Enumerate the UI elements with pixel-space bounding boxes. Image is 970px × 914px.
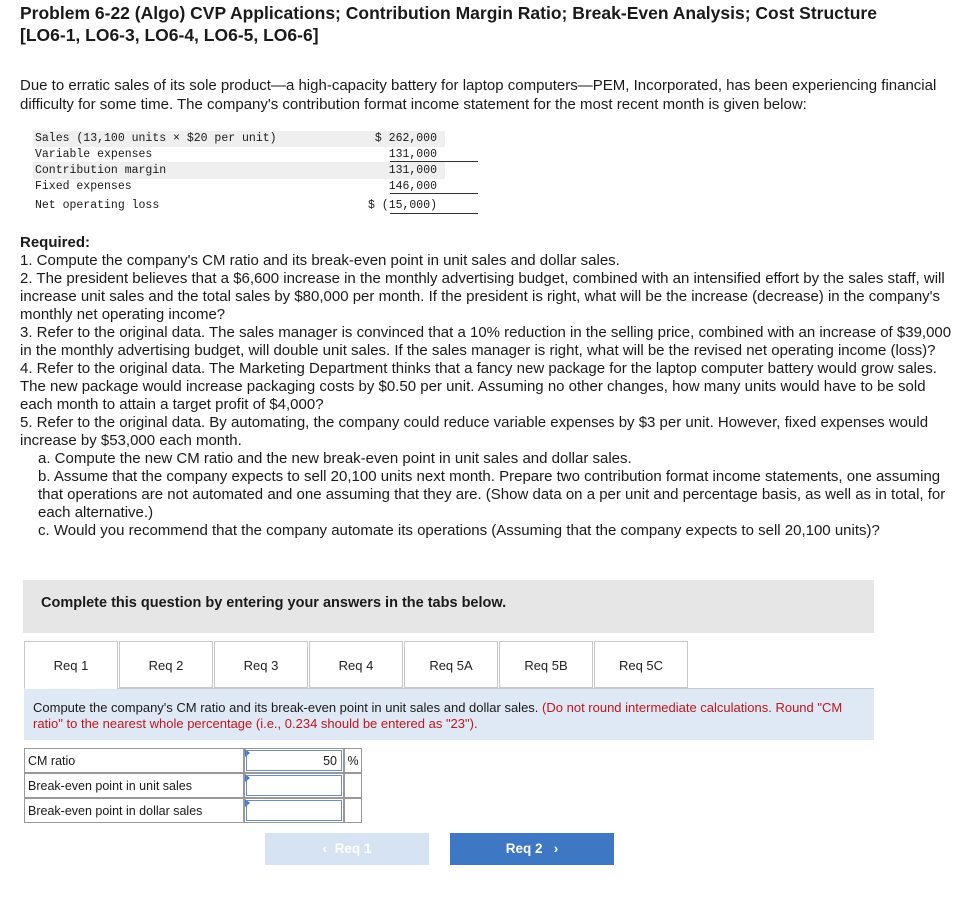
problem-intro: Due to erratic sales of its sole product—a high-capacity battery for laptop computers—PEM, Incorporated, has been experiencing financial difficulty for some time. The company's contribution format income statement for the most recent month is given below: [20,77,937,113]
income-statement [33,131,445,214]
instructions-band [23,580,874,633]
chevron-left-icon: ‹ [322,841,328,856]
tab-req-2[interactable]: Req 2 [119,641,213,688]
statement-amount: $ (15,000) [367,199,437,212]
required-subitem-b: b. Assume that the company expects to sell 20,100 units next month. Prepare two contribution format income statements, one assuming that operations are not automated and one assuming that they are. (Show data on a per unit and percentage basis, as well as in total, for each alternative.) [38,468,946,521]
previous-req-button[interactable] [265,833,429,865]
tab-req-1[interactable]: Req 1 [24,641,118,689]
tab-req-3[interactable]: Req 3 [214,641,308,688]
break-even-dollars-unit [344,798,362,823]
cm-ratio-input-cell [244,748,344,773]
statement-label: Net operating loss [35,199,160,212]
next-req-label: Req 2 [505,841,543,856]
break-even-dollars-input[interactable] [246,800,342,821]
statement-amount: 131,000 [388,147,437,161]
required-heading: Required: [20,234,91,251]
tab-req-4[interactable]: Req 4 [309,641,403,688]
chevron-right-icon: › [553,841,559,856]
statement-amount: $ 262,000 [374,132,437,145]
break-even-units-label: Break-even point in unit sales [24,773,244,798]
subtotal-rule [390,161,478,162]
previous-req-label: Req 1 [334,841,372,856]
statement-amount: 146,000 [388,179,437,193]
statement-label: Contribution margin [35,164,167,177]
required-subitem-a: a. Compute the new CM ratio and the new break-even point in unit sales and dollar sales. [38,450,632,467]
required-item-3: 3. Refer to the original data. The sales manager is convinced that a 10% reduction in the selling price, combined with an increase of $39,000 in the monthly advertising budget, will double unit sales. If the sales manager is right, what will be the revised net operating income (loss)? [20,324,952,359]
requirement-instruction [24,689,874,740]
next-req-button[interactable] [450,833,614,865]
break-even-units-input[interactable] [246,775,342,796]
break-even-dollars-input-cell [244,798,344,823]
break-even-units-input-cell [244,773,344,798]
tab-req-5b[interactable]: Req 5B [499,641,593,688]
tab-req-5a[interactable]: Req 5A [404,641,498,688]
subtotal-rule [390,193,478,194]
cm-ratio-input[interactable]: 50 [246,750,342,771]
statement-label: Variable expenses [35,147,153,161]
statement-amount: 131,000 [388,164,437,177]
title-line-2: [LO6-1, LO6-3, LO6-4, LO6-5, LO6-6] [20,25,319,45]
statement-row-variable [33,147,445,163]
required-item-5: 5. Refer to the original data. By automating, the company could reduce variable expenses by $3 per unit. However, fixed expenses would increase by $53,000 each month. [20,414,929,449]
title-line-1: Problem 6-22 (Algo) CVP Applications; Contribution Margin Ratio; Break-Even Analysis; Cost Structure [20,3,877,23]
required-item-1: 1. Compute the company's CM ratio and its break-even point in unit sales and dollar sales. [20,252,620,269]
required-subitem-c: c. Would you recommend that the company automate its operations (Assuming that the company expects to sell 20,100 units)? [38,522,880,539]
statement-label: Sales (13,100 units × $20 per unit) [35,132,277,145]
instructions-band-text: Complete this question by entering your answers in the tabs below. [41,595,507,611]
required-item-4: 4. Refer to the original data. The Marketing Department thinks that a fancy new package for the laptop computer battery would grow sales. The new package would increase packaging costs by $0.50 per unit. Assuming no other changes, how many units would have to be sold each month to attain a target profit of $4,000? [20,360,937,413]
required-section [20,234,955,540]
total-double-rule [390,213,478,214]
statement-row-sales [33,131,445,147]
required-item-2: 2. The president believes that a $6,600 increase in the monthly advertising budget, combined with an intensified effort by the sales staff, will increase unit sales and the total sales by $80,000 per month. If the president is right, what will be the increase (decrease) in the company's monthly net operating income? [20,270,945,323]
statement-row-cm [33,162,445,179]
cm-ratio-unit: % [344,748,362,773]
cm-ratio-label: CM ratio [24,748,244,773]
break-even-dollars-label: Break-even point in dollar sales [24,798,244,823]
statement-label: Fixed expenses [35,179,132,193]
break-even-units-unit [344,773,362,798]
statement-row-fixed [33,179,445,195]
instruction-note: (Do not round intermediate calculations. Round "CM ratio" to the nearest whole percentage (i.e., 0.234 should be entered as "23"). [33,700,843,731]
problem-title [20,2,955,46]
statement-row-net [33,198,445,214]
tab-req-5c[interactable]: Req 5C [594,641,688,688]
instruction-main: Compute the company's CM ratio and its break-even point in unit sales and dollar sales. [33,700,539,715]
